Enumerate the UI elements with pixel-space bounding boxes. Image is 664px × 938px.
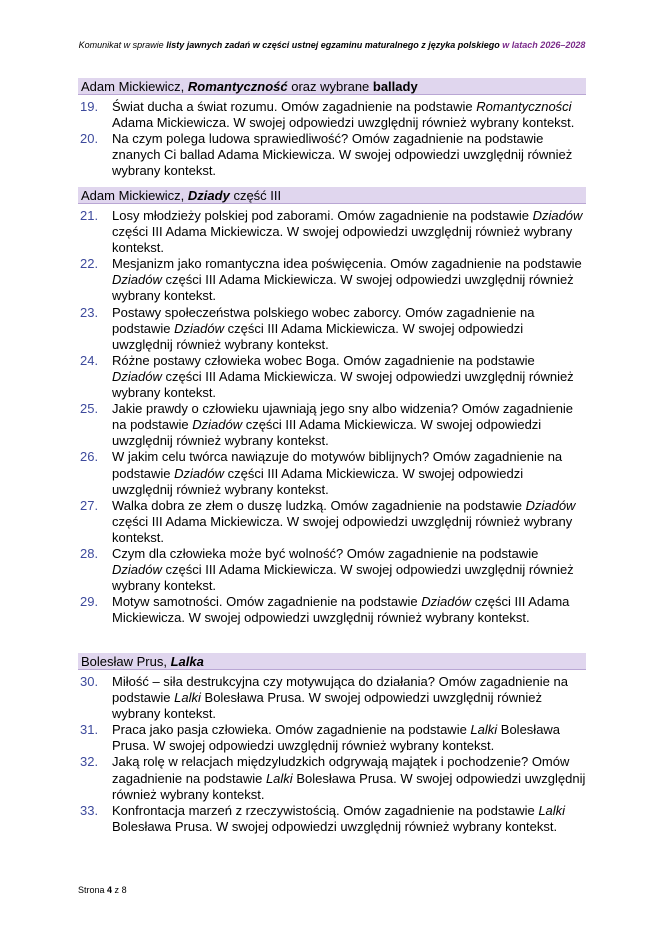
topic-number: 22.: [80, 256, 99, 272]
title-reference: Dziadów: [192, 417, 243, 433]
text-segment: Świat ducha a świat rozumu. Omów zagadnienie na podstawie: [112, 99, 477, 114]
topic-text: [112, 208, 586, 256]
topic-number: 30.: [80, 674, 99, 689]
topic-number: 33.: [80, 802, 99, 818]
title-reference: Lalki: [470, 722, 498, 738]
topic-number: 24.: [80, 352, 99, 368]
topic-list: [78, 99, 586, 179]
page-header: [0, 40, 664, 51]
text-segment: Bolesława Prusa. W swojej odpowiedzi uwzględnij również wybrany kontekst.: [112, 722, 561, 754]
topic-item: [78, 803, 586, 835]
topic-text: [112, 754, 586, 802]
title-reference: Dziadów: [174, 465, 225, 481]
text-segment: Bolesława Prusa. W swojej odpowiedzi uwzględnij również wybrany kontekst.: [112, 818, 558, 834]
topic-text: [112, 674, 586, 722]
topic-item: [78, 208, 586, 256]
topic-item: [78, 353, 586, 401]
topic-number: 20.: [80, 131, 99, 147]
text-segment: Miłość – siła destrukcyjna czy motywująca do działania? Omów zagadnienie na podstawie: [112, 674, 568, 706]
text-segment: Losy młodzieży polskiej pod zaborami. Omów zagadnienie na podstawie: [112, 208, 533, 223]
title-reference: Lalki: [174, 690, 201, 706]
text-segment: Bolesława Prusa. W swojej odpowiedzi uwzględnij również wybrany kontekst.: [112, 690, 542, 722]
topic-text: [112, 803, 586, 835]
topic-text: [112, 449, 586, 497]
text-segment: Konfrontacja marzeń z rzeczywistością. Omów zagadnienie na podstawie: [112, 802, 539, 818]
topic-text: [112, 131, 586, 179]
topic-number: 32.: [80, 754, 99, 770]
text-segment: Jaką rolę w relacjach międzyludzkich odgrywają majątek i pochodzenie? Omów zagadnienie na podstawie: [112, 754, 570, 786]
heading-segment: Romantyczność: [187, 79, 288, 94]
footer-separator: z: [112, 885, 122, 895]
text-segment: Adama Mickiewicza. W swojej odpowiedzi uwzględnij również wybrany kontekst.: [112, 115, 575, 131]
text-segment: Na czym polega ludowa sprawiedliwość? Omów zagadnienie na podstawie znanych Ci ballad Adama Mickiewicza. W swojej odpowiedzi uwzględnij również wybrany kontekst.: [112, 131, 573, 179]
topic-item: [78, 594, 586, 626]
heading-segment: Adam Mickiewicz,: [81, 188, 188, 203]
topic-text: [112, 353, 586, 401]
text-segment: części III Adama Mickiewicza. W swojej odpowiedzi uwzględnij również wybrany kontekst.: [112, 417, 542, 449]
text-segment: części III Adama Mickiewicza. W swojej odpowiedzi uwzględnij również wybrany kontekst.: [112, 594, 570, 626]
title-reference: Dziadów: [421, 594, 472, 610]
topic-text: [112, 722, 586, 754]
topic-text: [112, 99, 586, 131]
text-segment: Jakie prawdy o człowieku ujawniają jego sny albo widzenia? Omów zagadnienie na podstawie: [112, 401, 574, 433]
section-dziady: [78, 187, 586, 626]
text-segment: części III Adama Mickiewicza. W swojej odpowiedzi uwzględnij również wybrany kontekst.: [112, 562, 574, 594]
topic-item: [78, 674, 586, 722]
section-romantycznosc: [78, 78, 586, 179]
text-segment: Praca jako pasja człowieka. Omów zagadnienie na podstawie: [112, 722, 471, 738]
header-prefix: Komunikat w sprawie: [78, 40, 167, 50]
text-segment: Różne postawy człowieka wobec Boga. Omów zagadnienie na podstawie: [112, 352, 535, 368]
topic-list: [78, 674, 586, 835]
title-reference: Dziadów: [112, 272, 162, 288]
topic-number: 25.: [80, 401, 99, 417]
text-segment: części III Adama Mickiewicza. W swojej odpowiedzi uwzględnij również wybrany kontekst.: [112, 368, 574, 401]
text-segment: Bolesława Prusa. W swojej odpowiedzi uwzględnij również wybrany kontekst.: [112, 770, 586, 802]
title-reference: Romantyczności: [476, 99, 572, 114]
title-reference: Lalki: [265, 770, 293, 786]
text-segment: części III Adama Mickiewicza. W swojej odpowiedzi uwzględnij również wybrany kontekst.: [112, 320, 524, 352]
header-years: w latach 2026–2028: [499, 40, 586, 50]
text-segment: W jakim celu twórca nawiązuje do motywów biblijnych? Omów zagadnienie na podstawie: [112, 449, 563, 481]
topic-number: 29.: [80, 594, 99, 610]
topic-text: [112, 594, 586, 626]
header-title: listy jawnych zadań w części ustnej egzaminu maturalnego z języka polskiego: [166, 40, 500, 50]
title-reference: Dziadów: [112, 368, 162, 384]
title-reference: Dziadów: [532, 208, 583, 223]
topic-number: 28.: [80, 545, 99, 561]
topic-item: [78, 722, 586, 754]
section-heading: [78, 78, 586, 95]
title-reference: Dziadów: [174, 320, 225, 336]
topic-item: [78, 305, 586, 353]
text-segment: części III Adama Mickiewicza. W swojej odpowiedzi uwzględnij również wybrany kontekst.: [112, 224, 573, 256]
text-segment: części III Adama Mickiewicza. W swojej odpowiedzi uwzględnij również wybrany kontekst.: [112, 272, 574, 304]
topic-text: [112, 305, 586, 353]
title-reference: Dziadów: [112, 562, 162, 578]
topic-item: [78, 256, 586, 304]
title-reference: Dziadów: [525, 497, 576, 513]
topic-item: [78, 449, 586, 497]
heading-segment: Bolesław Prus,: [81, 654, 171, 669]
page-total: 8: [121, 885, 127, 895]
section-lalka: [78, 653, 586, 835]
title-reference: Lalki: [538, 802, 566, 818]
text-segment: Walka dobra ze złem o duszę ludzką. Omów zagadnienie na podstawie: [112, 497, 526, 513]
topic-number: 21.: [80, 208, 99, 223]
topic-item: [78, 99, 586, 131]
section-heading: [78, 187, 586, 204]
section-heading: [78, 653, 586, 670]
topic-text: [112, 401, 586, 449]
heading-segment: oraz wybrane: [287, 79, 373, 94]
topic-number: 23.: [80, 304, 99, 320]
heading-segment: część III: [229, 188, 282, 203]
text-segment: części III Adama Mickiewicza. W swojej odpowiedzi uwzględnij również wybrany kontekst.: [112, 465, 524, 497]
text-segment: części III Adama Mickiewicza. W swojej odpowiedzi uwzględnij również wybrany kontekst.: [112, 513, 573, 545]
topic-number: 31.: [80, 722, 99, 738]
topic-number: 26.: [80, 449, 99, 465]
topic-number: 27.: [80, 497, 99, 513]
topic-text: [112, 256, 586, 304]
heading-segment: Adam Mickiewicz,: [81, 79, 188, 94]
topic-list: [78, 208, 586, 626]
heading-segment: Lalka: [170, 654, 204, 669]
heading-segment: ballady: [372, 79, 418, 94]
text-segment: Postawy społeczeństwa polskiego wobec zaborcy. Omów zagadnienie na podstawie: [112, 304, 535, 336]
page-number: 4: [107, 885, 113, 895]
topic-item: [78, 546, 586, 594]
heading-segment: Dziady: [187, 188, 230, 203]
text-segment: Czym dla człowieka może być wolność? Omów zagadnienie na podstawie: [112, 545, 539, 561]
topic-item: [78, 754, 586, 802]
topic-text: [112, 498, 586, 546]
text-segment: Motyw samotności. Omów zagadnienie na podstawie: [112, 594, 422, 610]
topic-item: [78, 498, 586, 546]
topic-item: [78, 401, 586, 449]
topic-text: [112, 546, 586, 594]
footer-label: Strona: [78, 885, 108, 895]
text-segment: Mesjanizm jako romantyczna idea poświęcenia. Omów zagadnienie na podstawie: [112, 256, 582, 272]
topic-item: [78, 131, 586, 179]
topic-number: 19.: [80, 99, 99, 114]
page-footer: [78, 885, 127, 895]
